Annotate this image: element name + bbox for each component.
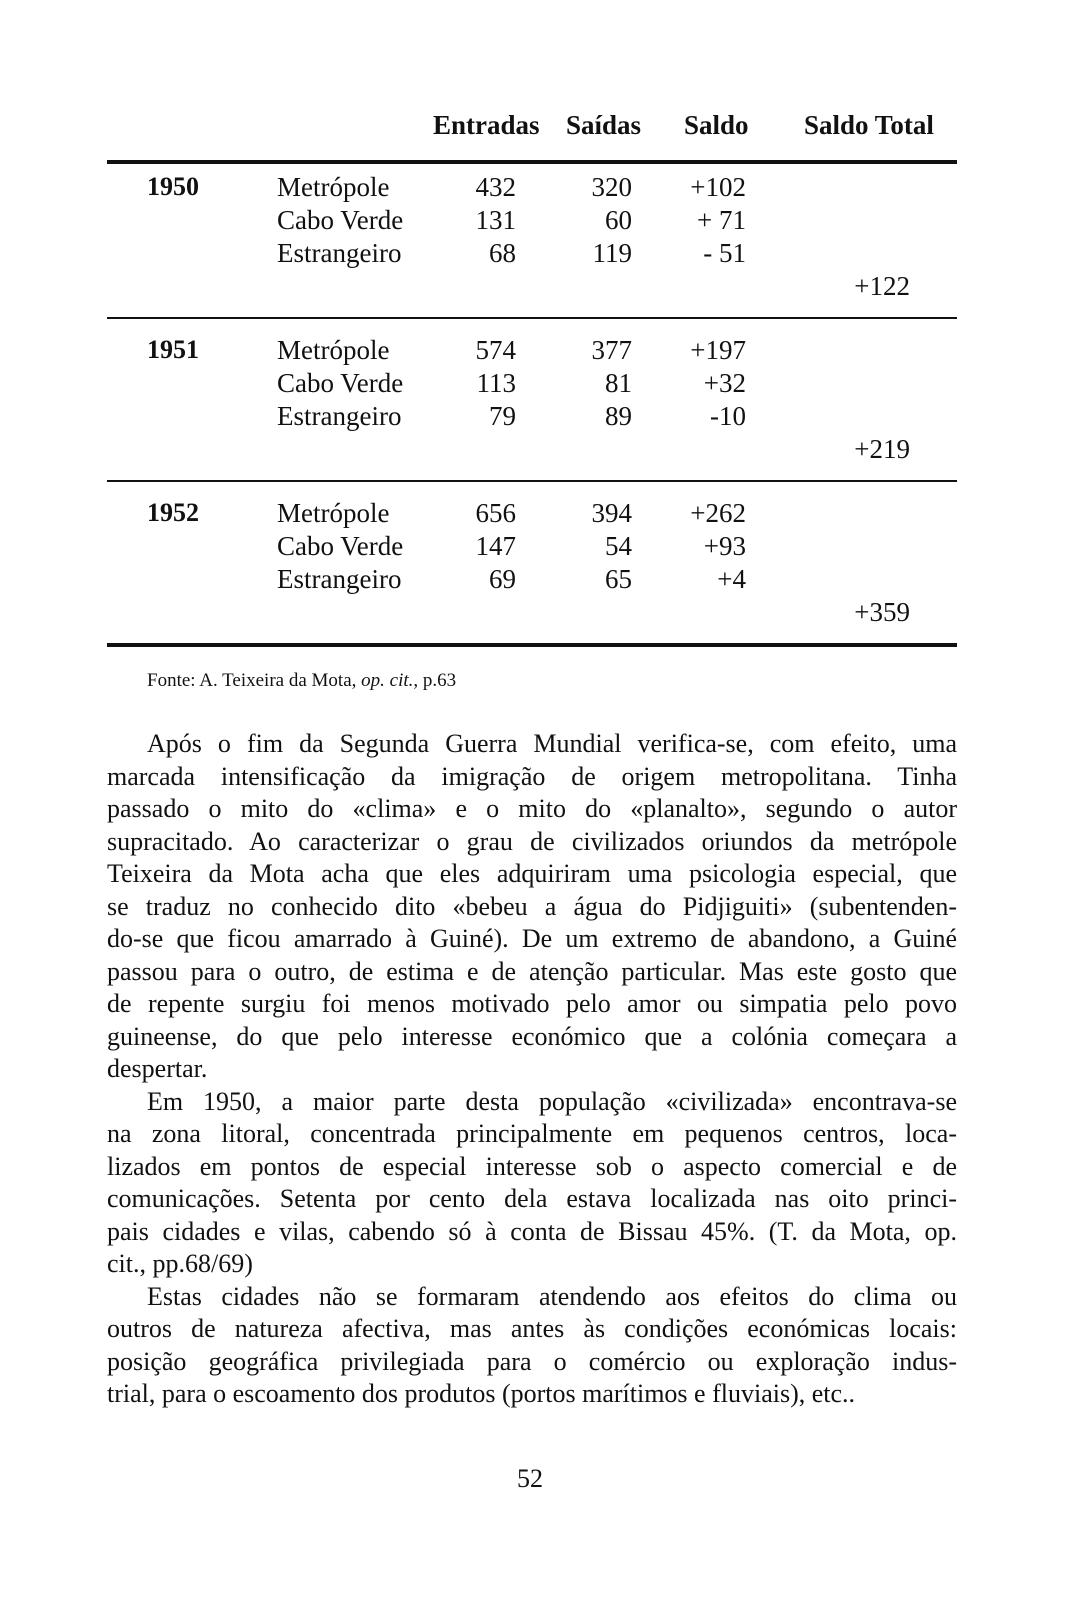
text-line: posição geográfica privilegiada para o comércio ou exploração indus- — [107, 1346, 957, 1376]
origin-label: Cabo Verde — [277, 368, 404, 398]
text-line: Estas cidades não se formaram atendendo aos efeitos do clima ou — [147, 1281, 957, 1311]
year: 1952 — [147, 498, 199, 527]
text-line: cit., pp.68/69) — [107, 1249, 253, 1278]
entradas-value: 432 — [475, 172, 516, 202]
text-line: supracitado. Ao caracterizar o grau de civilizados oriundos da metrópole — [107, 826, 957, 856]
text-line: guineense, do que pelo interesse económico que a colónia começara a — [107, 1021, 957, 1051]
header-saldo: Saldo — [684, 110, 749, 140]
entradas-value: 656 — [475, 498, 516, 528]
entradas-value: 69 — [489, 564, 516, 594]
text-line: trial, para o escoamento dos produtos (portos marítimos e fluviais), etc.. — [107, 1379, 856, 1408]
saldo-value: - 51 — [703, 238, 746, 268]
saidas-value: 377 — [591, 335, 632, 365]
text-line: do-se que ficou amarrado à Guiné). De um extremo de abandono, a Guiné — [107, 924, 957, 953]
text-line: se traduz no conhecido dito «bebeu a água do Pidjiguiti» (subentenden- — [107, 891, 957, 921]
saldo-total-value: +359 — [854, 597, 910, 627]
source-suffix: , p.63 — [413, 670, 457, 691]
saidas-value: 81 — [605, 368, 632, 398]
text-line: passado o mito do «clima» e o mito do «planalto», segundo o autor — [107, 794, 957, 823]
origin-label: Metrópole — [277, 172, 390, 202]
origin-label: Metrópole — [277, 335, 390, 365]
entradas-value: 574 — [475, 335, 516, 365]
saldo-value: +102 — [690, 172, 746, 202]
saidas-value: 54 — [605, 531, 632, 561]
text-line: de repente surgiu foi menos motivado pelo amor ou simpatia pelo povo — [107, 989, 957, 1018]
origin-label: Cabo Verde — [277, 531, 404, 561]
entradas-value: 147 — [475, 531, 516, 561]
saldo-value: +93 — [703, 531, 746, 561]
text-line: despertar. — [107, 1054, 208, 1083]
entradas-value: 68 — [489, 238, 516, 268]
group-rule — [107, 317, 957, 319]
table-bottom-rule — [107, 643, 957, 647]
saldo-value: -10 — [710, 401, 746, 431]
origin-label: Estrangeiro — [277, 401, 402, 431]
text-line: marcada intensificação da imigração de origem metropolitana. Tinha — [107, 761, 957, 791]
saldo-total-value: +219 — [854, 434, 910, 464]
year: 1951 — [147, 335, 199, 364]
year: 1950 — [147, 172, 199, 201]
source-text: Fonte: A. Teixeira da Mota, — [147, 670, 362, 691]
origin-label: Estrangeiro — [277, 238, 402, 268]
saidas-value: 119 — [592, 238, 632, 268]
header-saldo-total: Saldo Total — [804, 110, 934, 140]
text-line: outros de natureza afectiva, mas antes às condições económicas locais: — [107, 1314, 957, 1343]
text-line: na zona litoral, concentrada principalmente em pequenos centros, loca- — [107, 1119, 957, 1148]
origin-label: Estrangeiro — [277, 564, 402, 594]
saldo-value: +4 — [717, 564, 746, 594]
text-line: Em 1950, a maior parte desta população «civilizada» encontrava-se — [147, 1086, 957, 1116]
entradas-value: 131 — [475, 205, 516, 235]
saldo-value: +197 — [690, 335, 746, 365]
page-number: 52 — [517, 1464, 543, 1493]
group-rule — [107, 480, 957, 482]
origin-label: Metrópole — [277, 498, 390, 528]
saidas-value: 60 — [605, 205, 632, 235]
saidas-value: 89 — [605, 401, 632, 431]
text-line: passou para o outro, de estima e de atenção particular. Mas este gosto que — [107, 956, 957, 986]
saidas-value: 320 — [591, 172, 632, 202]
source-italic: op. cit. — [361, 670, 414, 691]
saldo-value: +262 — [690, 498, 746, 528]
text-line: lizados em pontos de especial interesse sob o aspecto comercial e de — [107, 1151, 957, 1181]
origin-label: Cabo Verde — [277, 205, 404, 235]
saldo-value: + 71 — [697, 205, 746, 235]
body-text — [107, 728, 957, 1411]
table-source — [147, 670, 456, 692]
saldo-total-value: +122 — [854, 271, 910, 301]
text-line: Após o fim da Segunda Guerra Mundial verifica-se, com efeito, uma — [147, 729, 957, 758]
header-saidas: Saídas — [566, 110, 642, 140]
text-line: comunicações. Setenta por cento dela estava localizada nas oito princi- — [107, 1184, 957, 1213]
entradas-value: 79 — [489, 401, 516, 431]
entradas-value: 113 — [476, 368, 516, 398]
text-line: Teixeira da Mota acha que eles adquiriram uma psicologia especial, que — [107, 859, 957, 888]
saidas-value: 65 — [605, 564, 632, 594]
saldo-value: +32 — [703, 368, 746, 398]
table-top-rule — [107, 160, 957, 164]
text-line: pais cidades e vilas, cabendo só à conta de Bissau 45%. (T. da Mota, op. — [107, 1216, 957, 1246]
header-entradas: Entradas — [433, 110, 540, 140]
saidas-value: 394 — [591, 498, 632, 528]
